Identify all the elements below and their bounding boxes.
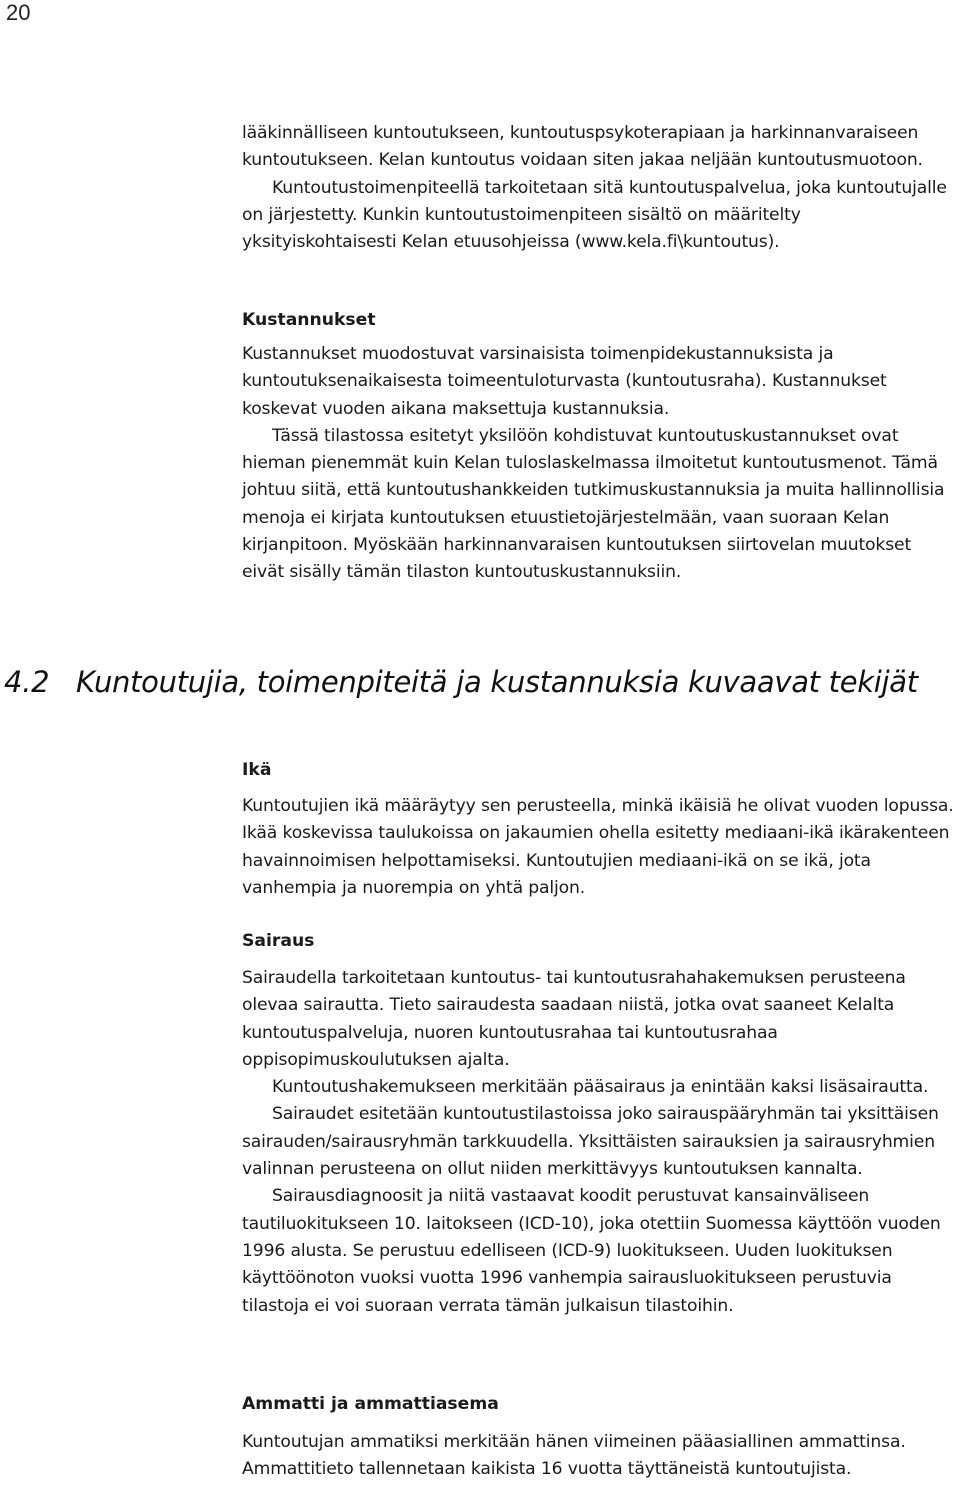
section-heading bbox=[4, 665, 918, 699]
intro-paragraph-2: Kuntoutustoimenpiteellä tarkoitetaan sitä kuntoutuspalvelua, joka kuntoutujalle on järjestetty. Kunkin kuntoutustoimenpiteen sisältö on määritelty yksityiskohtaisesti Kelan etuusohjeissa (www.kela.fi\kuntoutus). bbox=[242, 177, 947, 253]
sairaus-heading: Sairaus bbox=[242, 931, 315, 951]
page-number: 20 bbox=[6, 0, 31, 25]
section-number: 4.2 bbox=[4, 665, 50, 699]
intro-block bbox=[242, 120, 958, 256]
kustannukset-paragraph-2: Tässä tilastossa esitetyt yksilöön kohdistuvat kuntoutuskustannukset ovat hieman pienemmät kuin Kelan tuloslaskelmassa ilmoitetut kuntoutusmenot. Tämä johtuu siitä, että kuntoutushankkeiden tutkimuskustannuksia ja muita hallinnollisia menoja ei kirjata kuntoutuksen etuustietojärjestelmään, vaan suoraan Kelan kirjanpitoon. Myöskään harkinnanvaraisen kuntoutuksen siirtovelan muutokset eivät sisälly tämän tilaston kuntoutuskustannuksiin. bbox=[242, 425, 945, 583]
sairaus-block bbox=[242, 965, 958, 1320]
kustannukset-block bbox=[242, 341, 958, 587]
ika-block bbox=[242, 793, 958, 902]
ika-heading: Ikä bbox=[242, 760, 272, 780]
kustannukset-paragraph-1: Kustannukset muodostuvat varsinaisista toimenpidekustannuksista ja kuntoutuksenaikaisesta toimeentuloturvasta (kuntoutusraha). Kustannukset koskevat vuoden aikana maksettuja kustannuksia. bbox=[242, 344, 887, 419]
kustannukset-heading: Kustannukset bbox=[242, 310, 376, 330]
sairaus-paragraph-4: Sairausdiagnoosit ja niitä vastaavat koodit perustuvat kansainväliseen tautiluokitukseen 10. laitokseen (ICD-10), joka otettiin Suomessa käyttöön vuoden 1996 alusta. Se perustuu edelliseen (ICD-9) luokitukseen. Uuden luokituksen käyttöönoton vuoksi vuotta 1996 vanhempia sairausluokitukseen perustuvia tilastoja ei voi suoraan verrata tämän julkaisun tilastoihin. bbox=[242, 1186, 941, 1316]
sairaus-paragraph-1: Sairaudella tarkoitetaan kuntoutus- tai kuntoutusrahahakemuksen perusteena olevaa sairautta. Tieto sairaudesta saadaan niistä, jotka ovat saaneet Kelalta kuntoutuspalveluja, nuoren kuntoutusrahaa tai kuntoutusrahaa oppisopimuskoulutuksen ajalta. bbox=[242, 968, 906, 1070]
intro-paragraph-1: lääkinnälliseen kuntoutukseen, kuntoutuspsykoterapiaan ja harkinnanvaraiseen kuntoutukseen. Kelan kuntoutus voidaan siten jakaa neljään kuntoutusmuotoon. bbox=[242, 123, 923, 171]
ammatti-block bbox=[242, 1429, 958, 1484]
section-title: Kuntoutujia, toimenpiteitä ja kustannuksia kuvaavat tekijät bbox=[76, 665, 918, 699]
ammatti-heading: Ammatti ja ammattiasema bbox=[242, 1394, 499, 1414]
ika-paragraph-1: Kuntoutujien ikä määräytyy sen perusteella, minkä ikäisiä he olivat vuoden lopussa. Ikää koskevissa taulukoissa on jakaumien ohella esitetty mediaani-ikä ikärakenteen havainnoimisen helpottamiseksi. Kuntoutujien mediaani-ikä on se ikä, jota vanhempia ja nuorempia on yhtä paljon. bbox=[242, 796, 954, 898]
ammatti-paragraph-1: Kuntoutujan ammatiksi merkitään hänen viimeinen pääasiallinen ammattinsa. Ammattitieto tallennetaan kaikista 16 vuotta täyttäneistä kuntoutujista. bbox=[242, 1432, 906, 1480]
sairaus-paragraph-3: Sairaudet esitetään kuntoutustilastoissa joko sairauspääryhmän tai yksittäisen sairauden/sairausryhmän tarkkuudella. Yksittäisten sairauksien ja sairausryhmien valinnan perusteena on ollut niiden merkittävyys kuntoutuksen kannalta. bbox=[242, 1104, 939, 1180]
sairaus-paragraph-2: Kuntoutushakemukseen merkitään pääsairaus ja enintään kaksi lisäsairautta. bbox=[272, 1077, 929, 1098]
